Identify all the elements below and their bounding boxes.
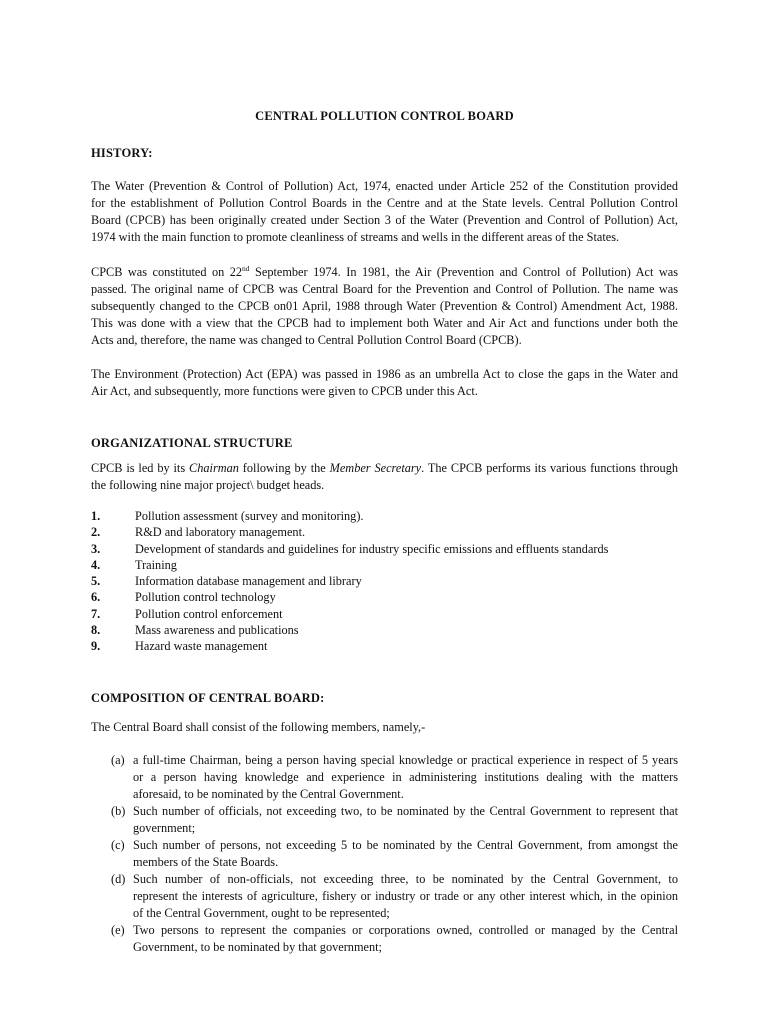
list-text: Pollution control enforcement (135, 606, 283, 621)
history-heading: HISTORY: (91, 146, 153, 160)
paragraph-line: 1974 with the main function to promote cleanliness of streams and wells in the different areas of the States. (91, 230, 620, 244)
list-line: of the Central Government, ought to be represented; (133, 906, 390, 920)
list-number: 8. (91, 623, 101, 638)
list-label: (b) (111, 804, 126, 818)
text-fragment: CPCB is led by its (91, 461, 190, 475)
paragraph-line: for the establishment of Pollution Control Boards in the Centre and at the State levels. Central Pollution Control (91, 196, 678, 210)
list-item (111, 871, 678, 922)
list-item (91, 541, 678, 557)
list-number: 3. (91, 541, 101, 556)
list-item (111, 837, 678, 871)
list-number: 6. (91, 590, 101, 605)
member-secretary-term: Member Secretary (329, 461, 422, 475)
paragraph-line: The Water (Prevention & Control of Pollution) Act, 1974, enacted under Article 252 of the Constitution provided (91, 179, 678, 193)
list-line: a full-time Chairman, being a person having special knowledge or practical experience in respect of 5 years (133, 753, 678, 767)
list-label: (e) (111, 923, 125, 937)
paragraph-line: The Central Board shall consist of the following members, namely,- (91, 720, 426, 734)
paragraph-line (91, 460, 678, 477)
paragraph-line: passed. The original name of CPCB was Central Board for the Prevention and Control of Pollution. The name was (91, 282, 678, 296)
history-paragraph-3 (91, 366, 678, 400)
paragraph-line: subsequently changed to the CPCB on01 April, 1988 through Water (Prevention & Control) Amendment Act, 1988. (91, 299, 678, 313)
list-text: Development of standards and guidelines for industry specific emissions and effluents standards (135, 541, 609, 556)
org-structure-heading: ORGANIZATIONAL STRUCTURE (91, 436, 293, 450)
list-text: R&D and laboratory management. (135, 525, 306, 540)
list-number: 7. (91, 606, 101, 621)
list-item (91, 524, 678, 540)
list-item (91, 508, 678, 524)
list-label: (a) (111, 753, 125, 767)
list-item (91, 589, 678, 605)
list-item (91, 638, 678, 654)
list-text: Pollution assessment (survey and monitoring). (135, 509, 364, 523)
text-fragment: CPCB was constituted on 22 (91, 265, 243, 279)
list-text: Pollution control technology (135, 590, 276, 605)
list-number: 5. (91, 574, 101, 589)
list-line: aforesaid, to be nominated by the Central Government. (133, 787, 404, 801)
paragraph-line: Board (CPCB) has been originally created under Section 3 of the Water (Prevention and Control of Pollution) Act, (91, 213, 678, 227)
chairman-term: Chairman (189, 461, 239, 475)
paragraph-line: the following nine major project\ budget heads. (91, 478, 325, 492)
list-number: 4. (91, 557, 101, 572)
list-item (91, 557, 678, 573)
list-line: Government, to be nominated by that government; (133, 940, 382, 954)
list-item (91, 573, 678, 589)
list-number: 9. (91, 639, 101, 654)
list-line: Such number of persons, not exceeding 5 to be nominated by the Central Government, from amongst the (133, 838, 678, 852)
text-fragment: September 1974. In 1981, the Air (Prevention and Control of Pollution) Act was (249, 265, 678, 279)
composition-list (111, 752, 678, 956)
list-item (111, 803, 678, 837)
list-line: Such number of non-officials, not exceeding three, to be nominated by the Central Government, to (133, 872, 678, 886)
list-line: government; (133, 821, 196, 835)
list-text: Information database management and library (135, 574, 362, 589)
list-text: Hazard waste management (135, 639, 268, 654)
composition-intro (91, 719, 678, 736)
list-text: Mass awareness and publications (135, 623, 299, 638)
history-paragraph-1 (91, 178, 678, 246)
list-label: (d) (111, 872, 126, 886)
text-fragment: . The CPCB performs its various functions through (421, 461, 678, 475)
paragraph-line (91, 264, 678, 281)
paragraph-line: The Environment (Protection) Act (EPA) was passed in 1986 as an umbrella Act to close the gaps in the Water and (91, 367, 678, 381)
list-text: Training (135, 557, 177, 572)
list-label: (c) (111, 838, 125, 852)
document-title: CENTRAL POLLUTION CONTROL BOARD (255, 109, 514, 123)
list-line: Two persons to represent the companies or corporations owned, controlled or managed by the Central (133, 923, 678, 937)
budget-heads-list (91, 508, 678, 655)
list-number: 2. (91, 525, 101, 540)
list-number: 1. (91, 509, 101, 523)
list-line: Such number of officials, not exceeding two, to be nominated by the Central Government to represent that (133, 804, 678, 818)
text-fragment: following by the (238, 461, 330, 475)
list-item (111, 922, 678, 956)
history-paragraph-2 (91, 264, 678, 349)
list-line: or a person having knowledge and experience in administering institutions dealing with the matters (133, 770, 678, 784)
paragraph-line: Acts and, therefore, the name was changed to Central Pollution Control Board (CPCB). (91, 333, 522, 347)
list-line: represent the interests of agriculture, fishery or industry or trade or any other interest which, in the opinion (133, 889, 678, 903)
ordinal-suffix: nd (242, 263, 250, 273)
paragraph-line: This was done with a view that the CPCB had to implement both Water and Air Act and functions under both the (91, 316, 678, 330)
paragraph-line: Air Act, and subsequently, more functions were given to CPCB under this Act. (91, 384, 478, 398)
list-item (111, 752, 678, 803)
composition-heading: COMPOSITION OF CENTRAL BOARD: (91, 691, 325, 705)
list-item (91, 622, 678, 638)
list-item (91, 606, 678, 622)
list-line: members of the State Boards. (133, 855, 279, 869)
org-structure-intro (91, 460, 678, 494)
